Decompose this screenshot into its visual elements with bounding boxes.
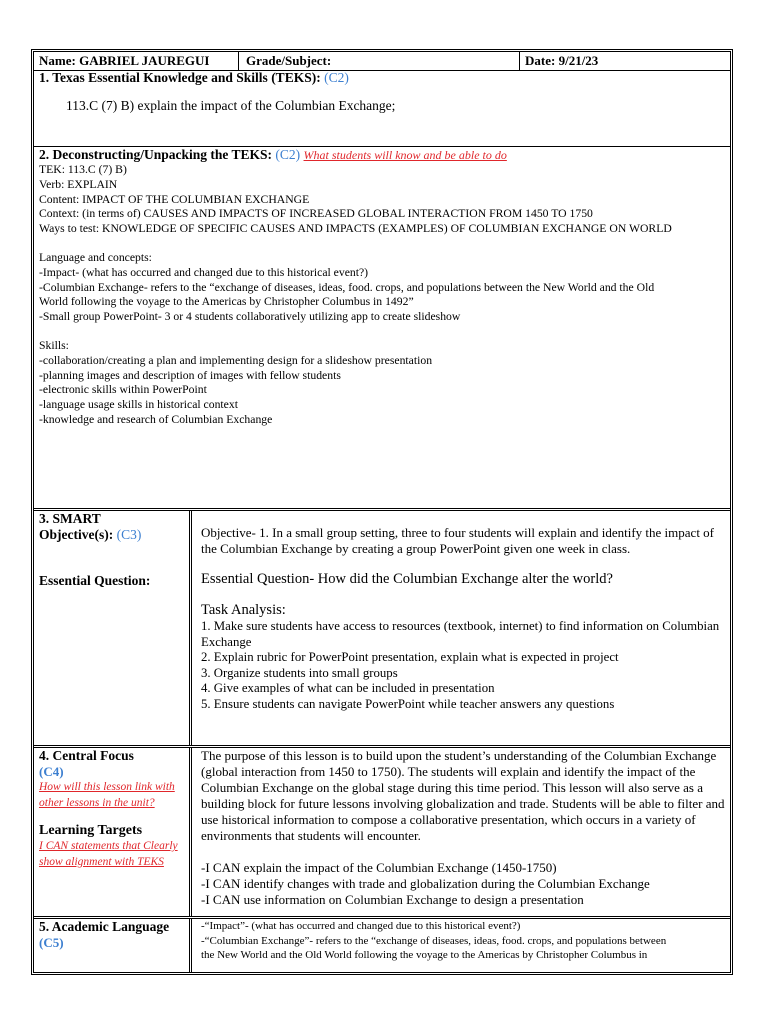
section-1-code: (C2): [324, 70, 349, 85]
grade-cell: [238, 52, 331, 70]
section-3-code: (C3): [116, 527, 142, 542]
date-cell: [519, 52, 598, 70]
header-row: [34, 52, 730, 71]
section-4-content: [195, 748, 730, 908]
lesson-plan-document: [31, 49, 733, 975]
section-3-label-cell: 3. SMART Objective(s): (C3) Essential Question:: [34, 511, 192, 745]
name-label: Name:: [39, 53, 76, 68]
section-1-title: 1. Texas Essential Knowledge and Skills (TEKS): (C2): [39, 70, 349, 85]
grade-label: Grade/Subject:: [246, 53, 332, 68]
learning-targets-note: I CAN statements that Clearly show alignment with TEKS: [39, 840, 178, 868]
section-2-title: 2. Deconstructing/Unpacking the TEKS: (C2) What students will know and be able to do: [39, 147, 507, 162]
date-value: 9/21/23: [558, 53, 599, 68]
academic-language-list: -“Impact”- (what has occurred and changed due to this historical event?) -“Columbian Exchange”- refers to the “exchange of diseases, ideas, food. crops, and populations between the New World and the Old World following the voyage to the Americas by Christopher Columbus in: [201, 920, 667, 961]
section-5-code: (C5): [39, 935, 64, 950]
central-focus-note: How will this lesson link with other lessons in the unit?: [39, 781, 175, 809]
section-5-label-cell: [34, 919, 192, 972]
section-academic-language: [34, 919, 730, 972]
task-analysis-heading: Task Analysis:: [201, 602, 286, 618]
name-cell: [39, 52, 209, 70]
section-central-focus: [34, 748, 730, 916]
section-unpacking: [34, 147, 730, 512]
section-4-code: (C4): [39, 764, 64, 779]
learning-targets-title: Learning Targets: [39, 823, 143, 838]
section-teks: [34, 70, 730, 146]
teks-statement: 113.C (7) B) explain the impact of the Columbian Exchange;: [66, 98, 396, 113]
section-5-title: 5. Academic Language: [39, 919, 170, 934]
section-4-label-cell: [34, 748, 192, 916]
objective-text: Objective- 1. In a small group setting, three to four students will explain and identify the impact of the Columbian Exchange by creating a group PowerPoint given one week in class.: [201, 525, 715, 556]
date-label: Date:: [525, 53, 556, 68]
teacher-name: GABRIEL JAUREGUI: [79, 53, 210, 68]
section-4-title: 4. Central Focus: [39, 748, 134, 763]
essential-question-label: Essential Question:: [39, 573, 151, 588]
section-2-note: What students will know and be able to do: [303, 148, 507, 162]
section-3-content: [195, 525, 730, 713]
section-smart-objectives: [34, 511, 730, 745]
section-5-content: [195, 919, 730, 963]
task-list: 1. Make sure students have access to resources (textbook, internet) to find information on Columbian Exchange 2. Explain rubric for PowerPoint presentation, explain what is expected in project 3. Organize students into small groups 4. Give examples of what can be included in presentation 5. Ensure students can navigate PowerPoint while teacher answers any questions: [201, 619, 720, 711]
teks-breakdown: TEK: 113.C (7) B) Verb: EXPLAIN Content: IMPACT OF THE COLUMBIAN EXCHANGE Context: (in terms of) CAUSES AND IMPACTS OF INCREASED GLOBAL INTERACTION FROM 1450 TO 1750 Ways to test: KNOWLEDGE OF SPECIFIC CAUSES AND IMPACTS (EXAMPLES) OF COLUMBIAN EXCHANGE ON WORLD Language and concepts: -Impact- (what has occurred and changed due to this historical event?) -Columbian Exchange- refers to the “exchange of diseases, ideas, food. crops, and populations between the New World and the Old World following the voyage to the Americas by Christopher Columbus in 1492” -Small group PowerPoint- 3 or 4 students collaboratively utilizing app to create slideshow Skills: -collaboration/creating a plan and implementing design for a slideshow presentation -planning images and description of images with fellow students -electronic skills within PowerPoint -language usage skills in historical context -knowledge and research of Columbian Exchange: [39, 163, 672, 426]
section-3-title: 3. SMART: [39, 511, 101, 526]
learning-targets-list: -I CAN explain the impact of the Columbian Exchange (1450-1750) -I CAN identify changes with trade and globalization during the Columbian Exchange -I CAN use information on Columbian Exchange to design a presentation: [201, 860, 650, 907]
section-2-code: (C2): [275, 147, 301, 162]
essential-question-text: Essential Question- How did the Columbian Exchange alter the world?: [201, 571, 613, 587]
central-focus-paragraph: The purpose of this lesson is to build upon the student’s understanding of the Columbian Exchange (global interaction from 1450 to 1750). The students will explain and identify the impact of the Columbian Exchange on the global stage during this time period. This lesson will also serve as a building block for future lessons involving globalization and trade. Students will be able to filter and use historical information to compose a collaborative presentation, which occurs in a variety of environments that students will encounter.: [201, 748, 725, 843]
